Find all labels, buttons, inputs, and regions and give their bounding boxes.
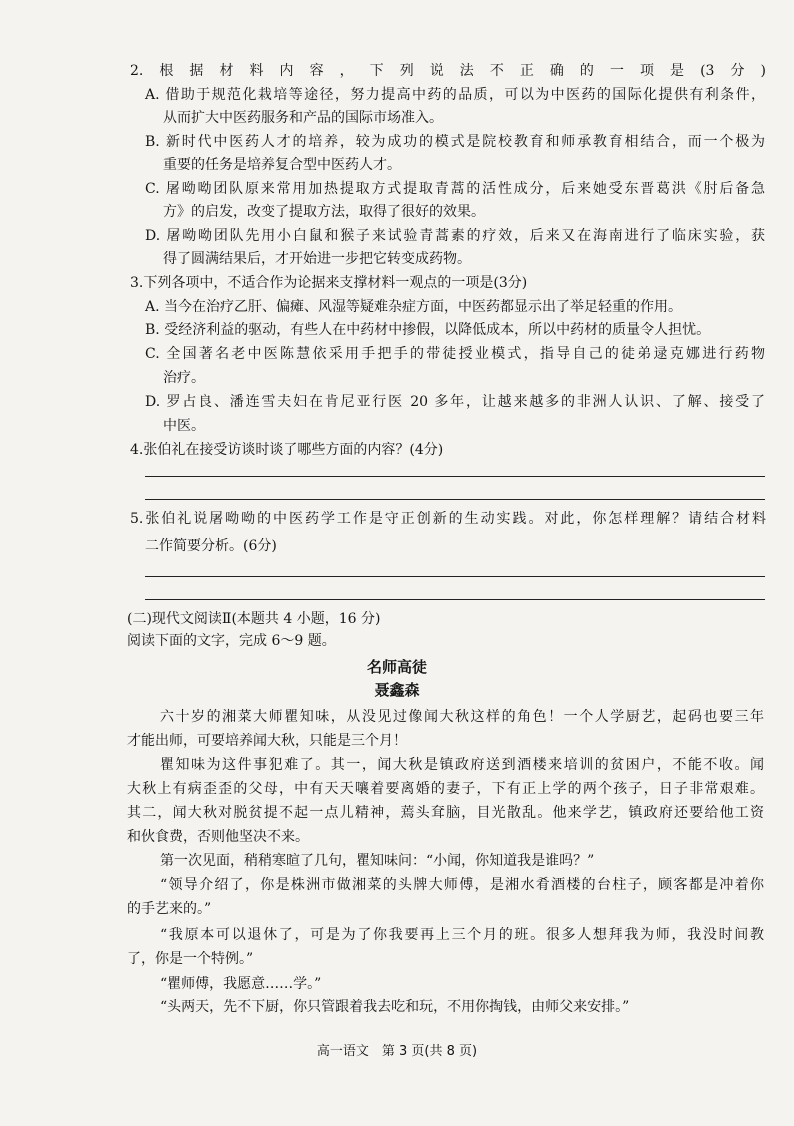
article-paragraph-2-line4: 和伙食费，否则他坚决不来。 <box>127 829 309 845</box>
article-paragraph-1-line1: 六十岁的湘菜大师瞿知味，从没见过像闻大秋这样的角色！一个人学厨艺，起码也要三年 <box>160 709 764 725</box>
q5-answer-line-2[interactable] <box>145 599 765 600</box>
q2-option-b-line2: 重要的任务是培养复合型中医药人才。 <box>163 157 401 173</box>
article-paragraph-2-line1: 瞿知味为这件事犯难了。其一，闻大秋是镇政府送到酒楼来培训的贫困户，不能不收。闻 <box>160 757 764 773</box>
q5-stem-line2: 二作简要分析。(6分) <box>145 538 277 554</box>
article-title: 名师高徒 <box>366 658 427 676</box>
q2-option-c-line1: C. 屠呦呦团队原来常用加热提取方式提取青蒿的活性成分，后来她受东晋葛洪《肘后备急 <box>145 181 765 197</box>
q3-option-b: B. 受经济利益的驱动，有些人在中药材中掺假，以降低成本，所以中药材的质量令人担忧。 <box>145 322 711 338</box>
q3-option-d-line1: D. 罗占良、潘连雪夫妇在肯尼亚行医 20 多年，让越来越多的非洲人认识、了解、接受了 <box>145 394 765 410</box>
q2-option-d-line2: 得了圆满结果后，才开始进一步把它转变成药物。 <box>163 251 471 267</box>
q5-stem-line1: 5.张伯礼说屠呦呦的中医药学工作是守正创新的生动实践。对此，你怎样理解？请结合材料 <box>130 511 766 527</box>
article-paragraph-2-line3: 其二，闻大秋对脱贫提不起一点儿精神，蔫头耷脑，目光散乱。他来学艺，镇政府还要给他工资 <box>127 805 764 821</box>
article-paragraph-5-line1: “我原本可以退休了，可是为了你我要再上三个月的班。很多人想拜我为师，我没时间教 <box>160 927 764 943</box>
section-instruction: 阅读下面的文字，完成 6～9 题。 <box>127 633 336 649</box>
article-paragraph-3: 第一次见面，稍稍寒暄了几句，瞿知味问：“小闻，你知道我是谁吗？” <box>160 853 595 869</box>
article-paragraph-2-line2: 大秋上有病歪歪的父母，中有天天嚷着要离婚的妻子，下有正上学的两个孩子，日子非常艰难。 <box>127 781 764 797</box>
q5-answer-line-1[interactable] <box>145 576 765 577</box>
article-paragraph-4-line1: “领导介绍了，你是株洲市做湘菜的头牌大师傅，是湘水肴酒楼的台柱子，顾客都是冲着你 <box>160 877 764 893</box>
article-paragraph-4-line2: 的手艺来的。” <box>127 901 212 917</box>
article-paragraph-1-line2: 才能出师，可要培养闻大秋，只能是三个月！ <box>127 733 407 749</box>
q4-answer-line-1[interactable] <box>145 476 765 477</box>
article-paragraph-7: “头两天，先不下厨，你只管跟着我去吃和玩，不用你掏钱，由师父来安排。” <box>160 999 630 1015</box>
q3-option-c-line1: C. 全国著名老中医陈慧依采用手把手的带徒授业模式，指导自己的徒弟逯克娜进行药物 <box>145 346 765 362</box>
page-footer: 高一语文 第 3 页(共 8 页) <box>316 1044 478 1059</box>
article-paragraph-5-line2: 了，你是一个特例。” <box>127 951 254 967</box>
q3-stem: 3.下列各项中，不适合作为论据来支撑材料一观点的一项是(3分) <box>130 275 528 291</box>
q2-option-a-line2: 从而扩大中医药服务和产品的国际市场准入。 <box>163 110 443 126</box>
section-heading: (二)现代文阅读Ⅱ(本题共 4 小题，16 分) <box>127 611 381 627</box>
q2-option-c-line2: 方》的启发，改变了提取方法，取得了很好的效果。 <box>163 204 485 220</box>
q4-stem: 4.张伯礼在接受访谈时谈了哪些方面的内容？(4分) <box>130 442 444 458</box>
q2-option-a-line1: A. 借助于规范化栽培等途径，努力提高中药的品质，可以为中医药的国际化提供有利条件， <box>145 87 765 103</box>
q3-option-d-line2: 中医。 <box>163 418 205 434</box>
q3-option-c-line2: 治疗。 <box>163 370 205 386</box>
article-paragraph-6: “瞿师傅，我愿意……学。” <box>160 976 322 992</box>
q2-option-d-line1: D. 屠呦呦团队先用小白鼠和猴子来试验青蒿素的疗效，后来又在海南进行了临床实验，获 <box>145 228 765 244</box>
q4-answer-line-2[interactable] <box>145 499 765 500</box>
q3-option-a: A. 当今在治疗乙肝、偏瘫、风湿等疑难杂症方面，中医药都显示出了举足轻重的作用。 <box>145 299 683 315</box>
article-author: 聂鑫森 <box>374 681 420 699</box>
q2-stem: 2.根据材料内容，下列说法不正确的一项是(3分) <box>130 63 766 79</box>
q2-option-b-line1: B. 新时代中医药人才的培养，较为成功的模式是院校教育和师承教育相结合，而一个极为 <box>145 134 765 150</box>
